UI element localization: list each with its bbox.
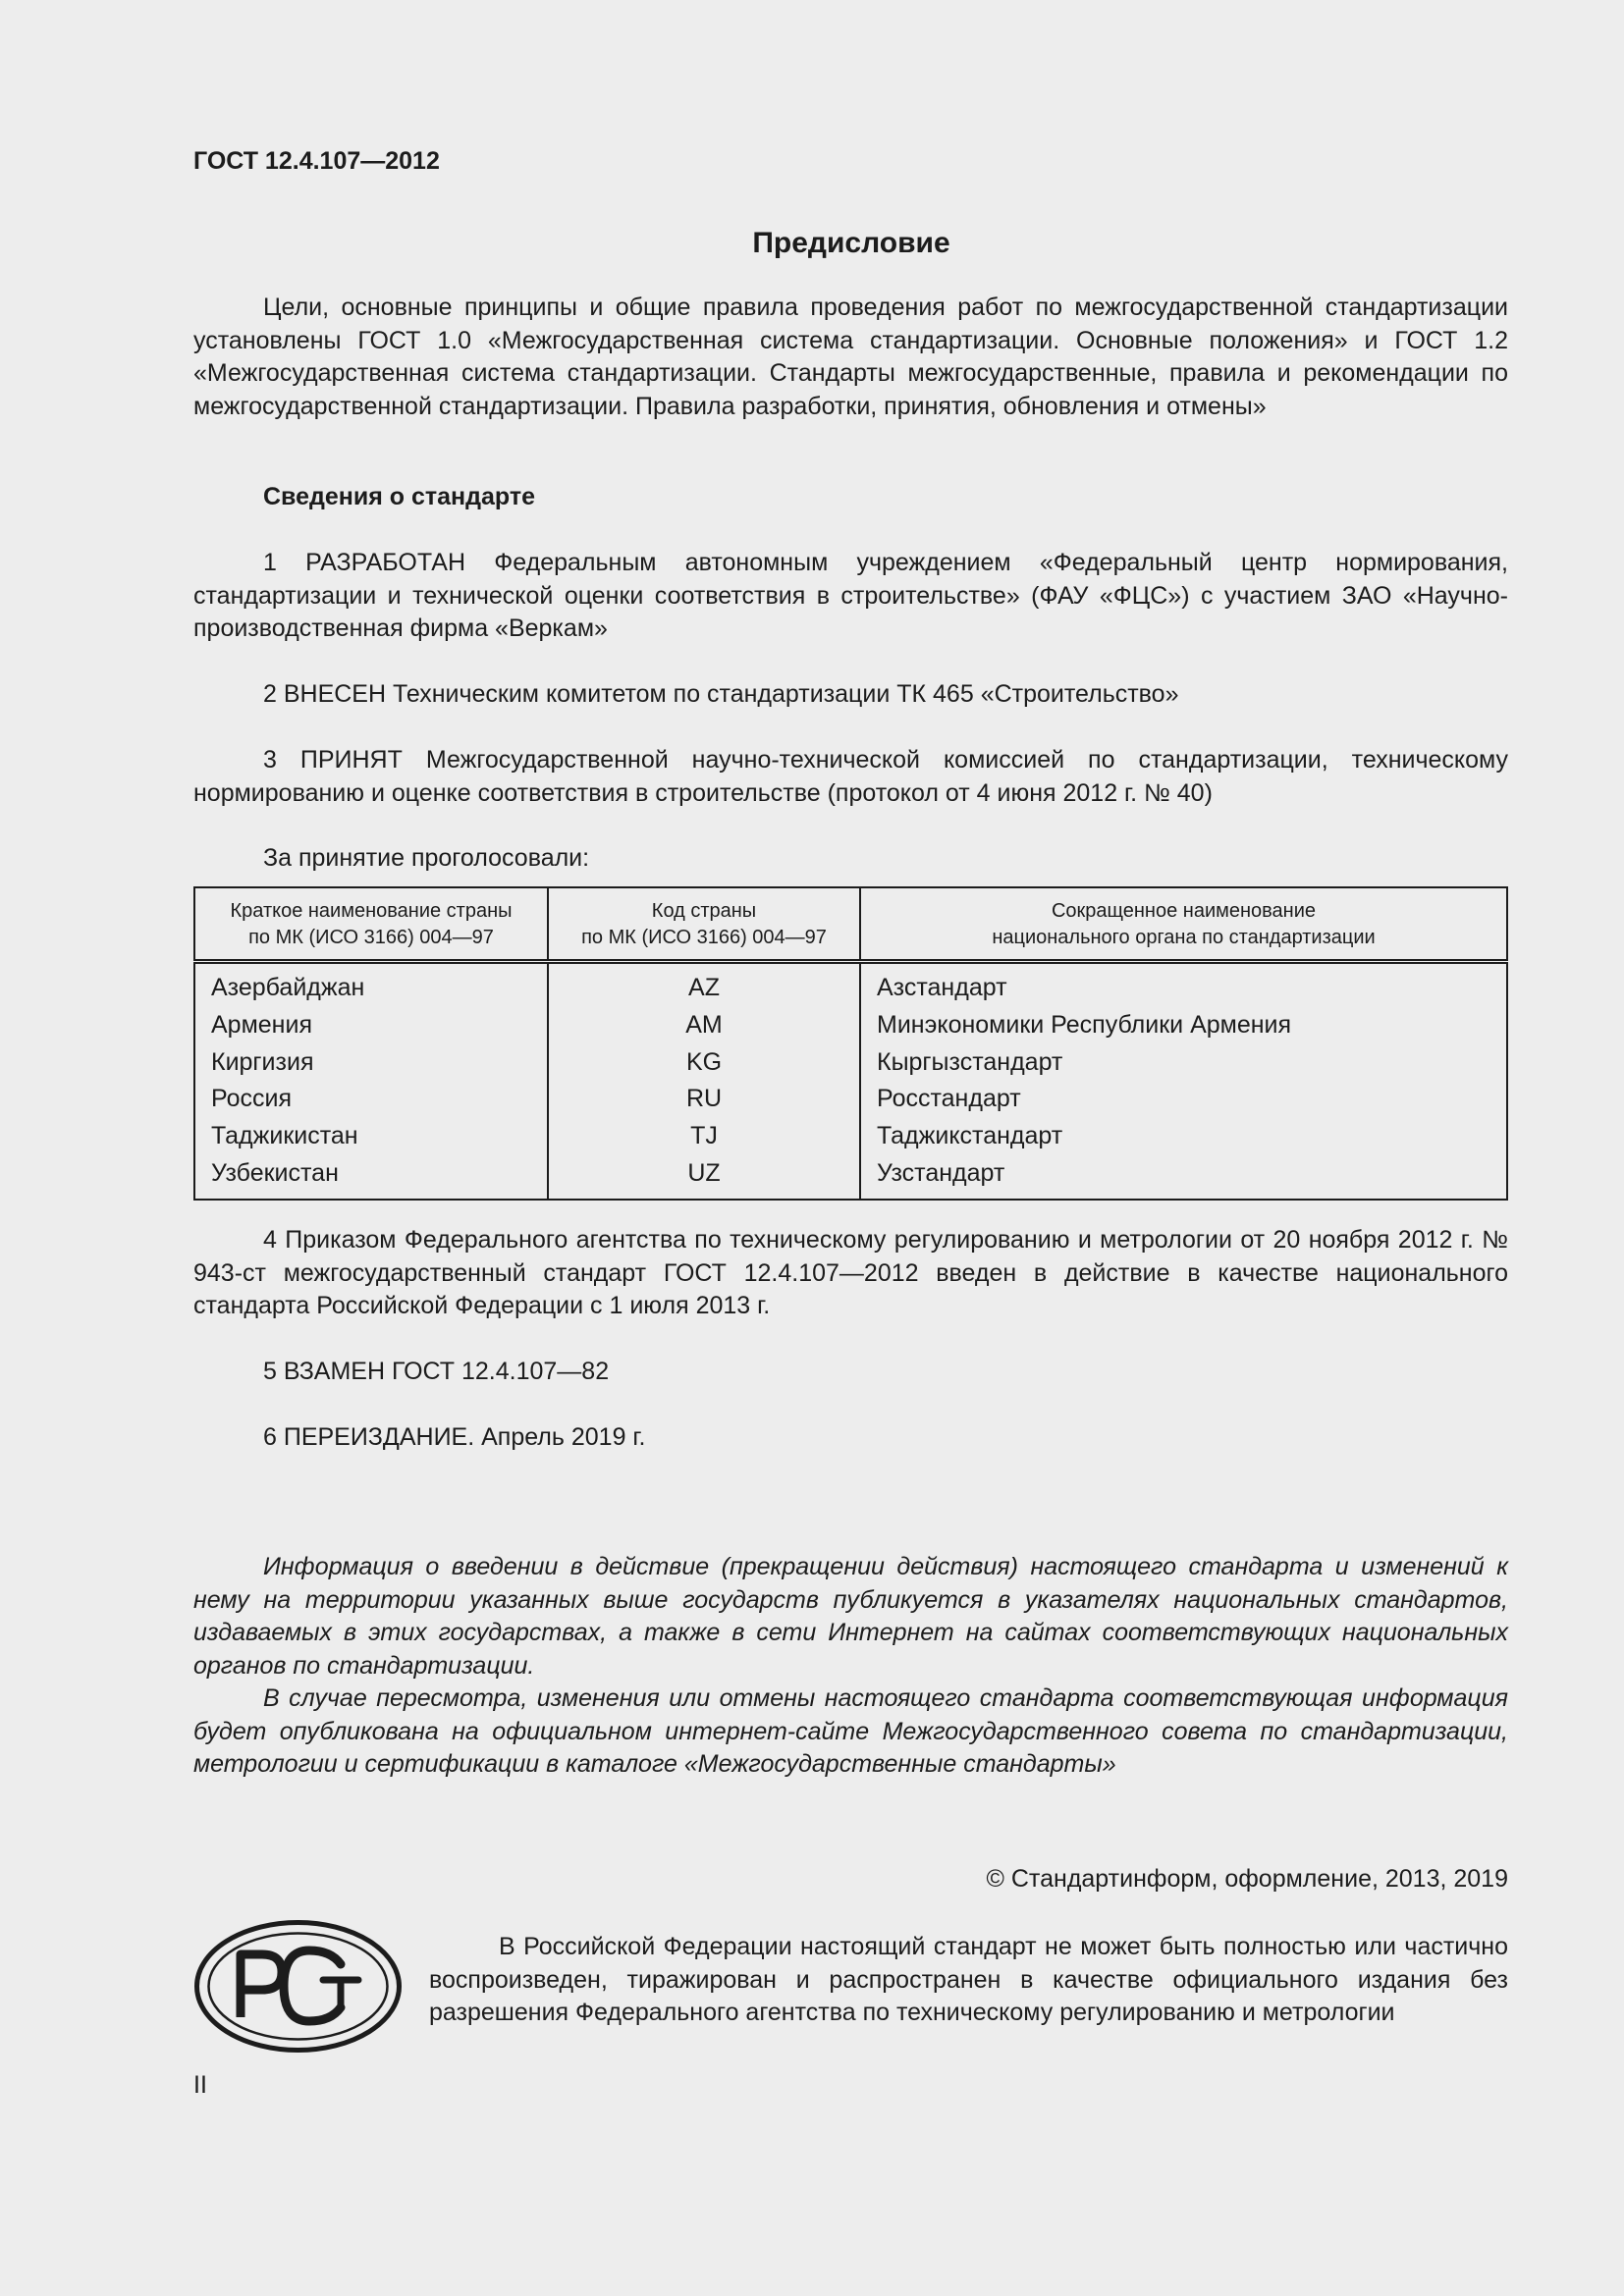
item-2: 2 ВНЕСЕН Техническим комитетом по стандартизации ТК 465 «Строительство» [263, 680, 1179, 708]
page-number: II [193, 2071, 207, 2099]
table-row [194, 1118, 1507, 1155]
item-4: 4 Приказом Федерального агентства по техническому регулированию и метрологии от 20 ноября 2012 г. № 943-ст межгосударственный стандарт ГОСТ 12.4.107—2012 введен в действие в качестве национального стандарта Российской Федерации с 1 июля 2013 г. [193, 1226, 1508, 1319]
rights-notice: В Российской Федерации настоящий стандарт не может быть полностью или частично воспроизведен, тиражирован и распространен в качестве официального издания без разрешения Федерального агентства по техническому регулированию и метрологии [429, 1933, 1508, 2026]
item-3: 3 ПРИНЯТ Межгосударственной научно-технической комиссией по стандартизации, техническому нормированию и оценке соответствия в строительстве (протокол от 4 июня 2012 г. № 40) [193, 746, 1508, 807]
body-cell: Азстандарт [860, 962, 1507, 1007]
body-cell: Росстандарт [860, 1081, 1507, 1118]
item-1: 1 РАЗРАБОТАН Федеральным автономным учреждением «Федеральный центр нормирования, стандартизации и технической оценки соответствия в строительстве» (ФАУ «ФЦС») с участием ЗАО «Научно-производственная фирма «Веркам» [193, 549, 1508, 642]
table-row [194, 962, 1507, 1007]
document-header: ГОСТ 12.4.107—2012 [193, 147, 440, 175]
about-heading: Сведения о стандарте [263, 483, 536, 510]
body-cell: Таджикстандарт [860, 1118, 1507, 1155]
header-line: Краткое наименование страны [230, 900, 513, 922]
table-row [194, 1155, 1507, 1200]
table-header-row [194, 887, 1507, 962]
copyright-line: © Стандартинформ, оформление, 2013, 2019 [986, 1865, 1508, 1893]
country-cell: Армения [194, 1007, 548, 1044]
intro-paragraph: Цели, основные принципы и общие правила проведения работ по межгосударственной стандартизации установлены ГОСТ 1.0 «Межгосударственная система стандартизации. Основные положения» и ГОСТ 1.2 «Межгосударственная система стандартизации. Стандарты межгосударственные, правила и рекомендации по межгосударственной стандартизации. Правила разработки, принятия, обновления и отмены» [193, 294, 1508, 420]
table-header-code [548, 887, 860, 962]
country-cell: Таджикистан [194, 1118, 548, 1155]
rst-logo [193, 1919, 403, 2054]
body-cell: Минэкономики Республики Армения [860, 1007, 1507, 1044]
code-cell: AM [548, 1007, 860, 1044]
country-cell: Россия [194, 1081, 548, 1118]
body-cell: Узстандарт [860, 1155, 1507, 1200]
info-paragraph-2: В случае пересмотра, изменения или отмены настоящего стандарта соответствующая информация будет опубликована на официальном интернет-сайте Межгосударственного совета по стандартизации, метрологии и сертификации в каталоге «Межгосударственные стандарты» [193, 1684, 1508, 1778]
code-cell: UZ [548, 1155, 860, 1200]
table-row [194, 1081, 1507, 1118]
header-line: по МК (ИСО 3166) 004—97 [248, 927, 494, 948]
country-cell: Киргизия [194, 1044, 548, 1082]
header-line: национального органа по стандартизации [992, 927, 1376, 948]
country-cell: Азербайджан [194, 962, 548, 1007]
table-header-body [860, 887, 1507, 962]
header-line: Сокращенное наименование [1051, 900, 1317, 922]
table-header-country [194, 887, 548, 962]
body-cell: Кыргызстандарт [860, 1044, 1507, 1082]
item-6: 6 ПЕРЕИЗДАНИЕ. Апрель 2019 г. [263, 1423, 646, 1451]
rst-logo-icon [193, 1919, 403, 2054]
header-line: по МК (ИСО 3166) 004—97 [581, 927, 827, 948]
page-title: Предисловие [752, 227, 950, 259]
country-cell: Узбекистан [194, 1155, 548, 1200]
code-cell: KG [548, 1044, 860, 1082]
header-line: Код страны [651, 900, 757, 922]
info-paragraph-1: Информация о введении в действие (прекращении действия) настоящего стандарта и изменений к нему на территории указанных выше государств публикуется в указателях национальных стандартов, издаваемых в этих государствах, а также в сети Интернет на сайтах соответствующих национальных органов по стандартизации. [193, 1553, 1508, 1680]
table-row [194, 1007, 1507, 1044]
code-cell: RU [548, 1081, 860, 1118]
code-cell: TJ [548, 1118, 860, 1155]
item-5: 5 ВЗАМЕН ГОСТ 12.4.107—82 [263, 1358, 610, 1385]
table-row [194, 1044, 1507, 1082]
voting-table [193, 886, 1508, 1201]
code-cell: AZ [548, 962, 860, 1007]
voted-label: За принятие проголосовали: [263, 844, 590, 872]
